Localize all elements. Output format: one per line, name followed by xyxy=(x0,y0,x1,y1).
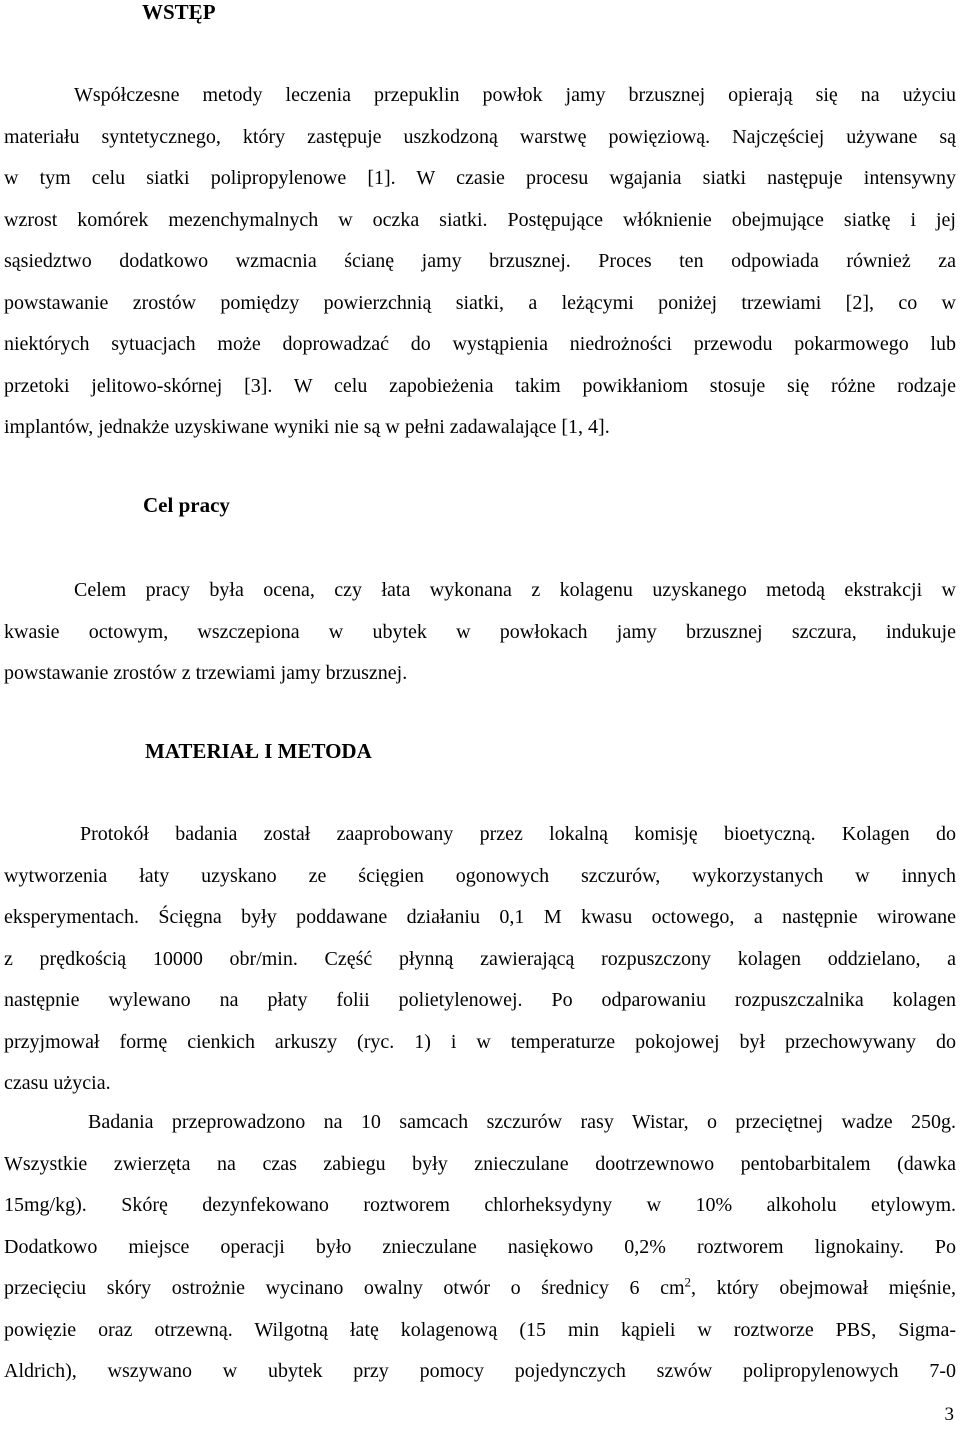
section-heading-goal: Cel pracy xyxy=(143,493,230,517)
intro-line: wzrost komórek mezenchymalnych w oczka siatki. Postępujące włóknienie obejmujące siatkę i jej xyxy=(4,208,956,231)
intro-line: sąsiedztwo dodatkowo wzmacnia ścianę jamy brzusznej. Proces ten odpowiada również za xyxy=(4,250,956,272)
methods-line: wytworzenia łaty uzyskano ze ścięgien ogonowych szczurów, wykorzystanych w innych xyxy=(4,864,956,887)
methods-line: Badania przeprowadzono na 10 samcach szczurów rasy Wistar, o przeciętnej wadze 250g. xyxy=(88,1111,956,1133)
methods-line: następnie wylewano na płaty folii polietylenowej. Po odparowaniu rozpuszczalnika kolagen xyxy=(4,989,956,1011)
methods-line: przyjmował formę cienkich arkuszy (ryc. 1) i w temperaturze pokojowej był przechowywany do xyxy=(4,1030,956,1053)
goal-line: kwasie octowym, wszczepiona w ubytek w powłokach jamy brzusznej szczura, indukuje xyxy=(4,620,956,643)
intro-line: w tym celu siatki polipropylenowe [1]. W czasie procesu wgajania siatki następuje intensywny xyxy=(4,167,956,189)
intro-paragraph xyxy=(4,75,956,449)
section-heading-methods: MATERIAŁ I METODA xyxy=(145,739,372,763)
methods-line: Wszystkie zwierzęta na czas zabiegu były znieczulane dootrzewnowo pentobarbitalem (dawka xyxy=(4,1152,956,1175)
intro-line: Współczesne metody leczenia przepuklin powłok jamy brzusznej opierają się na użyciu xyxy=(74,84,956,106)
methods-line: Aldrich), wszywano w ubytek przy pomocy pojedynczych szwów polipropylenowych 7-0 xyxy=(4,1360,956,1382)
goal-line: powstawanie zrostów z trzewiami jamy brzusznej. xyxy=(4,662,408,684)
methods-line xyxy=(4,1268,956,1310)
methods-line: 15mg/kg). Skórę dezynfekowano roztworem chlorheksydyny w 10% alkoholu etylowym. xyxy=(4,1194,956,1216)
methods-line-text: przecięciu skóry ostrożnie wycinano owalny otwór o średnicy 6 cm xyxy=(4,1277,685,1299)
methods-line: Dodatkowo miejsce operacji było znieczulane nasiękowo 0,2% roztworem lignokainy. Po xyxy=(4,1235,956,1258)
methods-line: z prędkością 10000 obr/min. Część płynną zawierającą rozpuszczony kolagen oddzielano, a xyxy=(4,947,956,970)
methods-line: czasu użycia. xyxy=(4,1072,111,1094)
intro-line: materiału syntetycznego, który zastępuje uszkodzoną warstwę powięziową. Najczęściej używane są xyxy=(4,125,956,148)
goal-line: Celem pracy była ocena, czy łata wykonana z kolagenu uzyskanego metodą ekstrakcji w xyxy=(74,579,956,601)
methods-line: eksperymentach. Ścięgna były poddawane działaniu 0,1 M kwasu octowego, a następnie wirowane xyxy=(4,906,956,928)
intro-line: niektórych sytuacjach może doprowadzać do wystąpienia niedrożności przewodu pokarmowego lub xyxy=(4,333,956,355)
methods-line: Protokół badania został zaaprobowany przez lokalną komisję bioetyczną. Kolagen do xyxy=(80,823,956,845)
superscript: 2 xyxy=(684,1274,691,1290)
intro-line: implantów, jednakże uzyskiwane wyniki nie są w pełni zadawalające [1, 4]. xyxy=(4,416,610,438)
methods-paragraph-2 xyxy=(4,1102,956,1393)
methods-line-text: , który obejmował mięśnie, xyxy=(691,1277,956,1299)
methods-line: powięzie oraz otrzewną. Wilgotną łatę kolagenową (15 min kąpieli w roztworze PBS, Sigma- xyxy=(4,1318,956,1341)
intro-line: powstawanie zrostów pomiędzy powierzchnią siatki, a leżącymi poniżej trzewiami [2], co w xyxy=(4,291,956,314)
goal-paragraph xyxy=(4,570,956,695)
page-number: 3 xyxy=(944,1404,954,1425)
methods-paragraph-1 xyxy=(4,814,956,1105)
intro-line: przetoki jelitowo-skórnej [3]. W celu zapobieżenia takim powikłaniom stosuje się różne rodzaje xyxy=(4,374,956,397)
section-heading-intro: WSTĘP xyxy=(142,0,216,24)
